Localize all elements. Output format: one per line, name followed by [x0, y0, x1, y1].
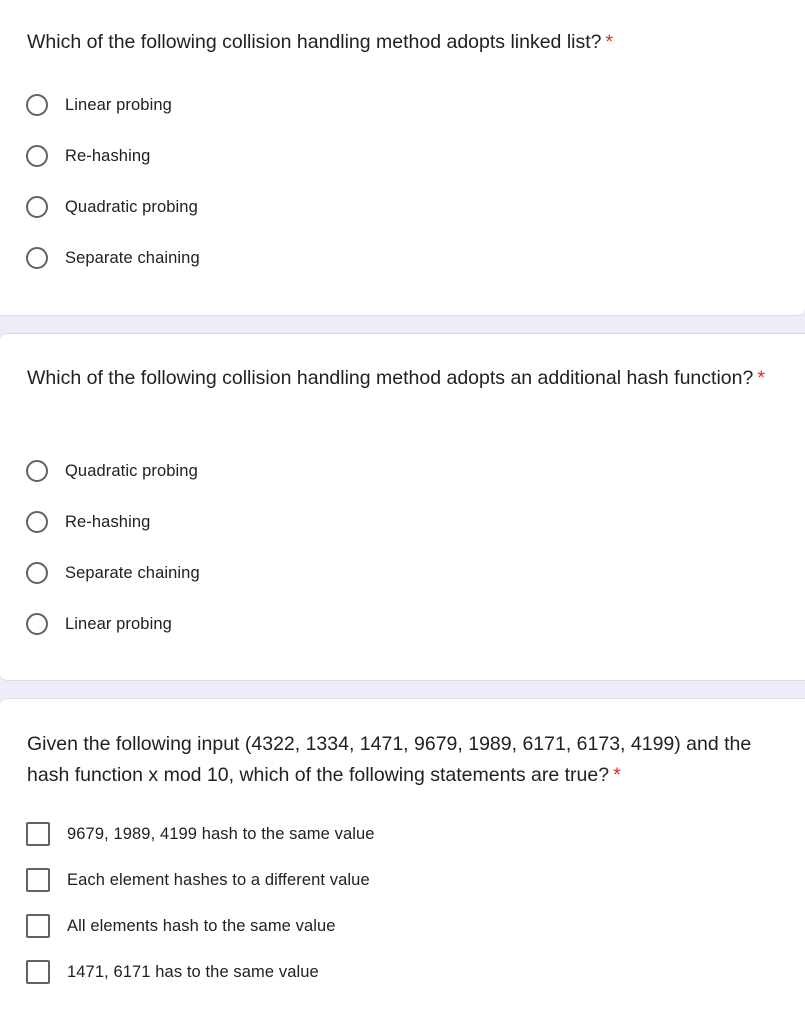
- radio-button[interactable]: [26, 94, 48, 116]
- radio-button[interactable]: [26, 145, 48, 167]
- q3-option-3[interactable]: [26, 911, 336, 941]
- radio-button[interactable]: [26, 511, 48, 533]
- option-label: Each element hashes to a different value: [67, 870, 370, 889]
- option-label: Linear probing: [65, 614, 172, 633]
- question-card-3: [0, 698, 805, 1028]
- q1-option-1[interactable]: [26, 90, 172, 120]
- option-label: 9679, 1989, 4199 hash to the same value: [67, 824, 375, 843]
- q1-option-4[interactable]: [26, 243, 200, 273]
- radio-button[interactable]: [26, 247, 48, 269]
- q2-option-3[interactable]: [26, 558, 200, 588]
- checkbox[interactable]: [26, 960, 50, 984]
- question-card-1: [0, 0, 805, 316]
- q3-option-1[interactable]: [26, 819, 375, 849]
- question-text: Given the following input (4322, 1334, 1471, 9679, 1989, 6171, 6173, 4199) and the hash function x mod 10, which of the following statements are true?: [27, 733, 752, 786]
- q2-option-1[interactable]: [26, 456, 198, 486]
- option-label: Linear probing: [65, 95, 172, 114]
- q1-option-2[interactable]: [26, 141, 150, 171]
- option-label: All elements hash to the same value: [67, 916, 336, 935]
- q2-option-2[interactable]: [26, 507, 150, 537]
- option-label: Quadratic probing: [65, 461, 198, 480]
- option-label: 1471, 6171 has to the same value: [67, 962, 319, 981]
- option-label: Re-hashing: [65, 512, 151, 531]
- question-title-3: [27, 729, 777, 791]
- q2-option-4[interactable]: [26, 609, 172, 639]
- option-label: Quadratic probing: [65, 197, 198, 216]
- radio-button[interactable]: [26, 196, 48, 218]
- radio-button[interactable]: [26, 460, 48, 482]
- checkbox[interactable]: [26, 914, 50, 938]
- question-title-2: [27, 363, 777, 394]
- required-asterisk: *: [605, 31, 614, 53]
- checkbox[interactable]: [26, 868, 50, 892]
- required-asterisk: *: [757, 367, 765, 389]
- option-label: Separate chaining: [65, 563, 200, 582]
- q1-option-3[interactable]: [26, 192, 198, 222]
- question-title-1: [27, 27, 777, 58]
- option-label: Separate chaining: [65, 248, 200, 267]
- question-card-2: [0, 333, 805, 681]
- checkbox[interactable]: [26, 822, 50, 846]
- radio-button[interactable]: [26, 613, 48, 635]
- required-asterisk: *: [613, 764, 621, 786]
- q3-option-2[interactable]: [26, 865, 370, 895]
- question-text: Which of the following collision handling method adopts linked list?: [27, 31, 602, 53]
- q3-option-4[interactable]: [26, 957, 319, 987]
- question-text: Which of the following collision handling method adopts an additional hash function?: [27, 367, 754, 389]
- option-label: Re-hashing: [65, 146, 151, 165]
- radio-button[interactable]: [26, 562, 48, 584]
